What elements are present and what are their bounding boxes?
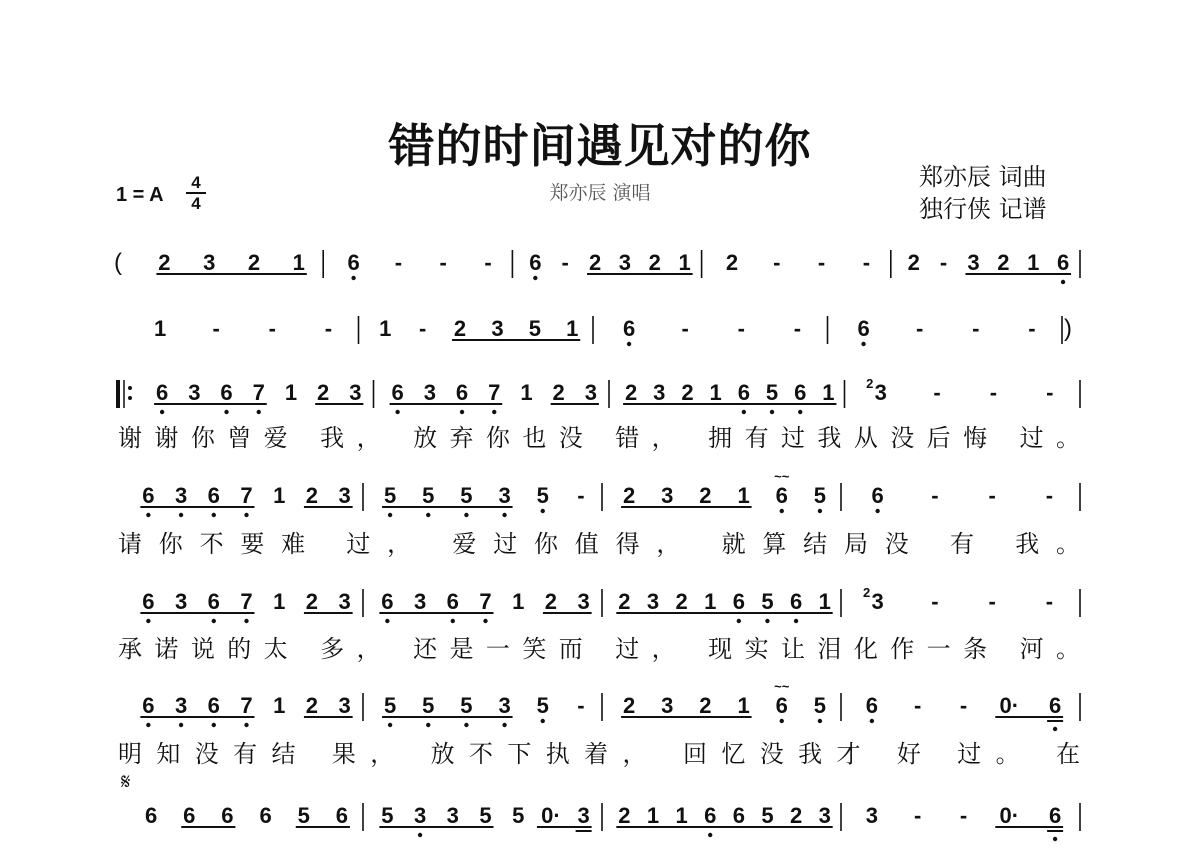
octave-dot [388, 723, 392, 727]
note: 5 [761, 589, 774, 614]
sustain-dash: - [439, 250, 447, 275]
note: 5 [813, 483, 827, 508]
note: 6 [220, 380, 233, 405]
note: 3 [618, 250, 632, 275]
notation-row [118, 585, 1080, 663]
note: 7 [240, 693, 253, 718]
note: 5 [297, 803, 310, 828]
note: 1 [709, 380, 722, 405]
note: 0· [999, 803, 1020, 828]
octave-dot [244, 513, 248, 517]
sustain-dash: - [268, 316, 276, 341]
note: 3 [661, 693, 674, 718]
note: 2 [725, 250, 739, 275]
note: 6 [775, 483, 788, 508]
note: 5 [422, 483, 435, 508]
note: 1 [292, 250, 305, 275]
note: 1 [737, 483, 750, 508]
note: 6 [529, 250, 542, 275]
note: 2 [681, 380, 694, 405]
note: 3 [491, 316, 504, 341]
note: 1 [737, 693, 750, 718]
octave-dot [492, 410, 496, 414]
lyricist-composer-credit: 郑亦辰 词曲 [919, 163, 1047, 191]
note: 6 [732, 589, 745, 614]
sustain-dash: - [577, 693, 585, 718]
note: 1 [704, 589, 717, 614]
sustain-dash: - [793, 316, 802, 341]
segno-sign: 𝄋 [121, 770, 131, 795]
notation-row [145, 803, 1080, 841]
note: 3 [338, 693, 351, 718]
note: 1 [818, 589, 831, 614]
note: 2 [622, 483, 636, 508]
sustain-dash: - [394, 250, 403, 275]
sustain-dash: - [959, 693, 968, 718]
note: 3 [577, 803, 590, 828]
octave-dot [351, 276, 355, 280]
sustain-dash: - [681, 316, 689, 341]
note: 0· [541, 803, 561, 828]
note: 6 [381, 589, 394, 614]
note: 3 [661, 483, 674, 508]
note: 3 [653, 380, 666, 405]
note: 6 [347, 250, 360, 275]
song-title: 错的时间遇见对的你 [388, 119, 812, 173]
sustain-dash: - [916, 316, 924, 341]
octave-dot [742, 410, 746, 414]
notation-row [118, 679, 1080, 768]
note: 2 [675, 589, 688, 614]
note: 2 [997, 250, 1010, 275]
note: 5 [460, 693, 473, 718]
note: 3 [818, 803, 831, 828]
note: 2 [618, 589, 631, 614]
note: 6 [221, 803, 234, 828]
sustain-dash: - [1045, 483, 1054, 508]
lyric-line: 请你不要难 过， 爱过你值得， 就算结局没 有 我。 [118, 530, 1080, 558]
octave-dot [257, 410, 261, 414]
note: 2 [453, 316, 467, 341]
note: 6 [142, 693, 155, 718]
note: 1 [273, 483, 286, 508]
note: 5 [761, 803, 774, 828]
note: 2 [552, 380, 565, 405]
time-signature-top: 4 [191, 173, 201, 192]
octave-dot [483, 619, 487, 623]
sustain-dash: - [561, 250, 569, 275]
note: 6 [335, 803, 349, 828]
note: 1 [646, 803, 660, 828]
grace-note: 2 [866, 376, 874, 391]
octave-dot [160, 410, 164, 414]
octave-dot [426, 723, 430, 727]
octave-dot [780, 719, 784, 723]
sustain-dash: - [988, 483, 996, 508]
note: 1 [1027, 250, 1040, 275]
note: 6 [704, 803, 717, 828]
note: 3 [498, 483, 511, 508]
octave-dot [385, 619, 389, 623]
octave-dot [244, 619, 248, 623]
note: 3 [446, 803, 459, 828]
octave-dot [627, 342, 631, 346]
octave-dot [794, 619, 798, 623]
octave-dot [244, 723, 248, 727]
octave-dot [464, 513, 468, 517]
octave-dot [212, 619, 216, 623]
note: 2 [789, 803, 803, 828]
note: 7 [479, 589, 492, 614]
note: 5 [422, 693, 435, 718]
octave-dot [146, 619, 150, 623]
octave-dot [708, 833, 712, 837]
notation-row [154, 315, 1072, 346]
note: 6 [732, 803, 745, 828]
note: 6 [155, 380, 169, 405]
note: 5 [536, 483, 549, 508]
note: 2 [624, 380, 638, 405]
octave-dot [418, 833, 422, 837]
note: 6 [775, 693, 788, 718]
note: 5 [479, 803, 492, 828]
octave-dot [179, 723, 183, 727]
octave-dot [818, 719, 822, 723]
octave-dot [1053, 727, 1057, 731]
note: 6 [207, 693, 220, 718]
octave-dot [861, 342, 865, 346]
note: 7 [252, 380, 265, 405]
note: 1 [273, 589, 286, 614]
note: 6 [144, 803, 158, 828]
note: 6 [865, 693, 879, 718]
note: 5 [512, 803, 525, 828]
note: 2 [305, 589, 319, 614]
note: 6 [142, 483, 155, 508]
note: 7 [488, 380, 501, 405]
octave-dot [388, 513, 392, 517]
sustain-dash: - [577, 483, 585, 508]
note: 2 [618, 803, 631, 828]
ornament-mark: ~~ [774, 679, 790, 694]
note: 2 [907, 250, 920, 275]
note: 6 [1048, 803, 1062, 828]
octave-dot [179, 513, 183, 517]
octave-dot [1061, 280, 1065, 284]
note: 3 [577, 589, 590, 614]
note: 6 [789, 589, 803, 614]
sustain-dash: - [324, 316, 333, 341]
note: 2 [305, 693, 319, 718]
sustain-dash: - [939, 250, 948, 275]
octave-dot [224, 410, 228, 414]
close-paren: ) [1064, 315, 1072, 342]
note: 3 [871, 589, 884, 614]
transcriber-credit: 独行侠 记谱 [919, 195, 1047, 223]
note: 6 [871, 483, 884, 508]
open-paren: ( [114, 249, 122, 276]
note: 1 [512, 589, 525, 614]
octave-dot [533, 276, 537, 280]
note: 3 [174, 483, 188, 508]
note: 2 [317, 380, 330, 405]
note: 5 [528, 316, 541, 341]
octave-dot [770, 410, 774, 414]
note: 1 [284, 380, 298, 405]
note: 3 [338, 589, 351, 614]
note: 3 [646, 589, 660, 614]
octave-dot [818, 509, 822, 513]
sustain-dash: - [914, 693, 922, 718]
notation-row [114, 249, 1080, 284]
note: 6 [183, 803, 196, 828]
sustain-dash: - [1046, 380, 1054, 405]
note: 1 [678, 250, 691, 275]
grace-note: 2 [863, 585, 871, 600]
octave-dot [426, 513, 430, 517]
octave-dot [395, 410, 399, 414]
note: 6 [446, 589, 459, 614]
lyric-line: 谢谢你曾爱 我， 放弃你也没 错， 拥有过我从没后悔 过。 [118, 424, 1080, 452]
octave-dot [798, 410, 802, 414]
note: 3 [174, 693, 188, 718]
note: 6 [259, 803, 272, 828]
note: 5 [381, 803, 394, 828]
octave-dot [464, 723, 468, 727]
sustain-dash: - [931, 483, 939, 508]
note: 0· [999, 693, 1020, 718]
octave-dot [502, 723, 506, 727]
octave-dot [212, 723, 216, 727]
note: 1 [379, 316, 392, 341]
sustain-dash: - [972, 316, 980, 341]
note: 1 [566, 316, 579, 341]
note: 7 [240, 483, 253, 508]
octave-dot [541, 719, 545, 723]
lyric-line: 明知没有结 果， 放不下执着， 回忆没我才 好 过。 在 [118, 740, 1080, 768]
note: 2 [544, 589, 558, 614]
note: 5 [460, 483, 473, 508]
note: 1 [675, 803, 688, 828]
note: 3 [174, 589, 188, 614]
notation-row [118, 376, 1080, 452]
octave-dot [460, 410, 464, 414]
note: 1 [153, 316, 167, 341]
note: 3 [865, 803, 879, 828]
repeat-dot [128, 386, 132, 390]
notation-row [118, 469, 1080, 558]
octave-dot [870, 719, 874, 723]
note: 1 [273, 693, 286, 718]
note: 3 [584, 380, 598, 405]
octave-dot [541, 509, 545, 513]
note: 2 [699, 693, 712, 718]
octave-dot [737, 619, 741, 623]
note: 5 [536, 693, 549, 718]
note: 3 [423, 380, 436, 405]
time-signature-bottom: 4 [191, 194, 201, 213]
key-signature: 1 = A [116, 184, 164, 206]
note: 6 [207, 483, 220, 508]
note: 3 [349, 380, 362, 405]
octave-dot [451, 619, 455, 623]
note: 3 [498, 693, 511, 718]
lyric-line: 承诺说的太 多， 还是一笑而 过， 现实让泪化作一条 河。 [118, 635, 1080, 663]
note: 2 [158, 250, 171, 275]
octave-dot [1053, 837, 1057, 841]
octave-dot [765, 619, 769, 623]
note: 6 [737, 380, 750, 405]
sustain-dash: - [212, 316, 220, 341]
sustain-dash: - [988, 589, 996, 614]
note: 6 [1056, 250, 1070, 275]
sustain-dash: - [989, 380, 998, 405]
note: 7 [240, 589, 253, 614]
note: 6 [794, 380, 807, 405]
octave-dot [146, 513, 150, 517]
sustain-dash: - [1045, 589, 1054, 614]
note: 2 [622, 693, 636, 718]
sustain-dash: - [773, 250, 781, 275]
note: 5 [383, 693, 397, 718]
sustain-dash: - [959, 803, 968, 828]
note: 2 [247, 250, 261, 275]
singer-credit: 郑亦辰 演唱 [549, 182, 651, 204]
note: 6 [207, 589, 220, 614]
sustain-dash: - [931, 589, 939, 614]
note: 6 [1048, 693, 1062, 718]
sustain-dash: - [862, 250, 871, 275]
note: 3 [413, 589, 427, 614]
note: 2 [699, 483, 712, 508]
note: 3 [413, 803, 427, 828]
sustain-dash: - [933, 380, 941, 405]
note: 3 [967, 250, 980, 275]
note: 3 [338, 483, 351, 508]
note: 3 [188, 380, 201, 405]
note: 1 [520, 380, 533, 405]
octave-dot [780, 509, 784, 513]
note: 3 [874, 380, 887, 405]
note: 6 [455, 380, 469, 405]
note: 2 [648, 250, 661, 275]
note: 6 [622, 316, 636, 341]
repeat-dot [128, 396, 132, 400]
note: 6 [391, 380, 404, 405]
octave-dot [502, 513, 506, 517]
octave-dot [146, 723, 150, 727]
note: 1 [822, 380, 835, 405]
octave-dot [212, 513, 216, 517]
sustain-dash: - [1028, 316, 1036, 341]
sustain-dash: - [484, 250, 492, 275]
octave-dot [875, 509, 879, 513]
note: 5 [383, 483, 397, 508]
note: 3 [203, 250, 216, 275]
note: 2 [588, 250, 602, 275]
note: 6 [857, 316, 870, 341]
note: 6 [142, 589, 155, 614]
note: 5 [765, 380, 779, 405]
ornament-mark: ~~ [774, 469, 790, 484]
sustain-dash: - [418, 316, 427, 341]
note: 2 [305, 483, 319, 508]
sustain-dash: - [914, 803, 922, 828]
sustain-dash: - [817, 250, 826, 275]
sustain-dash: - [737, 316, 745, 341]
note: 5 [813, 693, 827, 718]
